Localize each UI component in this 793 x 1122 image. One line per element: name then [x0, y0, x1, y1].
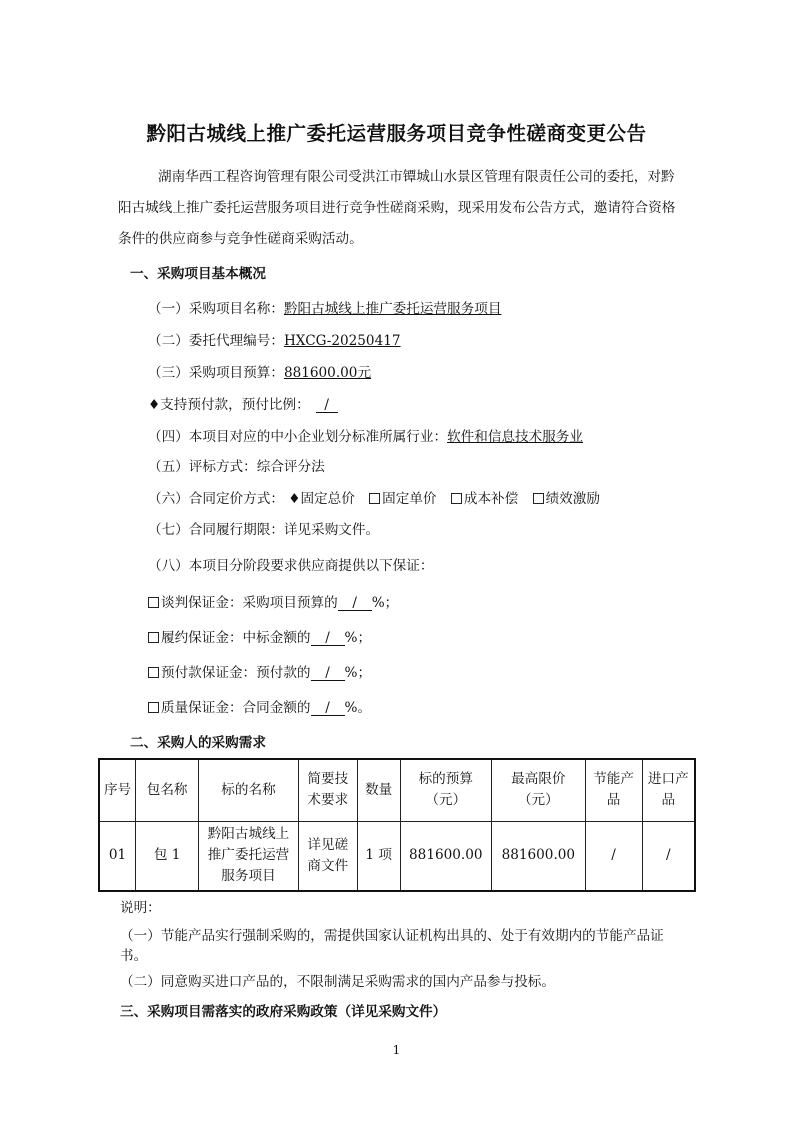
guarantee-suffix: %；: [371, 595, 399, 611]
cell-tech: 详见磋商文件: [298, 821, 357, 891]
document-title: 黔阳古城线上推广委托运营服务项目竞争性磋商变更公告: [146, 122, 647, 145]
cell-package: 包 1: [136, 821, 199, 891]
cell-energy: /: [585, 821, 642, 891]
guarantee-label: 谈判保证金：采购项目预算的: [161, 595, 338, 611]
pricing-option-label: 绩效激励: [545, 491, 600, 507]
col-header-maxprice: 最高限价（元）: [492, 759, 586, 821]
col-header-import: 进口产品: [642, 759, 695, 821]
checkbox-icon: [533, 493, 544, 504]
cell-budget: 881600.00: [400, 821, 492, 891]
cell-maxprice: 881600.00: [492, 821, 586, 891]
checkbox-icon: [148, 702, 159, 713]
prepay-value: /: [316, 398, 338, 413]
pricing-option-fixed-unit: [369, 491, 436, 507]
intro-paragraph: 湖南华西工程咨询管理有限公司受洪江市镡城山水景区管理有限责任公司的委托，对黔阳古城线上推广委托运营服务项目进行竞争性磋商采购，现采用发布公告方式，邀请符合资格条件的供应商参与竞争性磋商采购活动。: [118, 169, 676, 247]
guarantee-value: /: [338, 596, 372, 611]
pricing-option-cost: [451, 491, 518, 507]
project-name-line: [148, 300, 501, 318]
guarantee-negotiation: [148, 594, 398, 612]
pricing-line: [148, 490, 600, 508]
guarantee-prepayment: [148, 664, 371, 682]
table-row: [99, 821, 695, 891]
cell-subject: 黔阳古城线上推广委托运营服务项目: [199, 821, 299, 891]
col-header-energy: 节能产品: [585, 759, 642, 821]
col-header-tech: 简要技术要求: [298, 759, 357, 821]
project-name-value: 黔阳古城线上推广委托运营服务项目: [283, 301, 502, 317]
section1-heading: 一、采购项目基本概况: [130, 266, 266, 282]
contract-period: （七）合同履行期限：详见采购文件。: [148, 522, 380, 538]
pricing-option-label: 固定单价: [382, 491, 437, 507]
guarantee-suffix: %；: [344, 630, 372, 646]
industry-label: （四）本项目对应的中小企业划分标准所属行业：: [148, 429, 448, 445]
budget-value: 881600.00元: [283, 365, 372, 381]
section2-heading: 二、采购人的采购需求: [130, 735, 266, 751]
section3-heading: 三、采购项目需落实的政府采购政策（详见采购文件）: [120, 1004, 447, 1020]
page-number: 1: [392, 1043, 401, 1057]
agency-code-line: [148, 332, 401, 350]
checkbox-icon: [148, 667, 159, 678]
cell-import: /: [642, 821, 695, 891]
guarantee-intro: （八）本项目分阶段要求供应商提供以下保证：: [148, 558, 434, 574]
pricing-option-label: 成本补偿: [463, 491, 519, 507]
cell-qty: 1 项: [357, 821, 400, 891]
guarantee-label: 质量保证金：合同金额的: [161, 700, 311, 716]
pricing-option-performance: [533, 491, 600, 507]
requirements-table: [98, 758, 696, 892]
guarantee-label: 履约保证金：中标金额的: [161, 630, 311, 646]
guarantee-quality: [148, 699, 371, 717]
evaluation-method: （五）评标方式：综合评分法: [148, 459, 325, 475]
guarantee-value: /: [311, 701, 345, 716]
checkbox-icon: [148, 597, 159, 608]
guarantee-value: /: [311, 666, 345, 681]
notes-title: 说明：: [120, 900, 161, 916]
col-header-package: 包名称: [136, 759, 199, 821]
note-energy: （一）节能产品实行强制采购的，需提供国家认证机构出具的、处于有效期内的节能产品证书。: [120, 928, 664, 964]
guarantee-suffix: %；: [344, 665, 372, 681]
col-header-budget: 标的预算（元）: [400, 759, 492, 821]
table-header-row: [99, 759, 695, 821]
industry-value: 软件和信息技术服务业: [447, 429, 583, 445]
pricing-label: （六）合同定价方式：: [148, 491, 284, 507]
col-header-subject: 标的名称: [199, 759, 299, 821]
prepay-line: [148, 396, 338, 414]
checkbox-icon: [148, 632, 159, 643]
checkbox-icon: [451, 493, 462, 504]
agency-code-value: HXCG-20250417: [283, 333, 401, 349]
col-header-qty: 数量: [357, 759, 400, 821]
agency-code-label: （二）委托代理编号：: [148, 333, 284, 349]
budget-label: （三）采购项目预算：: [148, 365, 284, 381]
guarantee-suffix: %。: [344, 700, 372, 716]
pricing-option-fixed-total: ♦固定总价: [288, 491, 355, 507]
col-header-index: 序号: [99, 759, 136, 821]
guarantee-label: 预付款保证金：预付款的: [161, 665, 311, 681]
prepay-label: ♦支持预付款，预付比例：: [148, 397, 310, 413]
guarantee-performance: [148, 629, 371, 647]
checkbox-icon: [369, 493, 380, 504]
cell-index: 01: [99, 821, 136, 891]
industry-line: [148, 428, 583, 446]
budget-line: [148, 364, 371, 382]
project-name-label: （一）采购项目名称：: [148, 301, 284, 317]
note-import: （二）同意购买进口产品的，不限制满足采购需求的国内产品参与投标。: [120, 974, 555, 990]
guarantee-value: /: [311, 631, 345, 646]
